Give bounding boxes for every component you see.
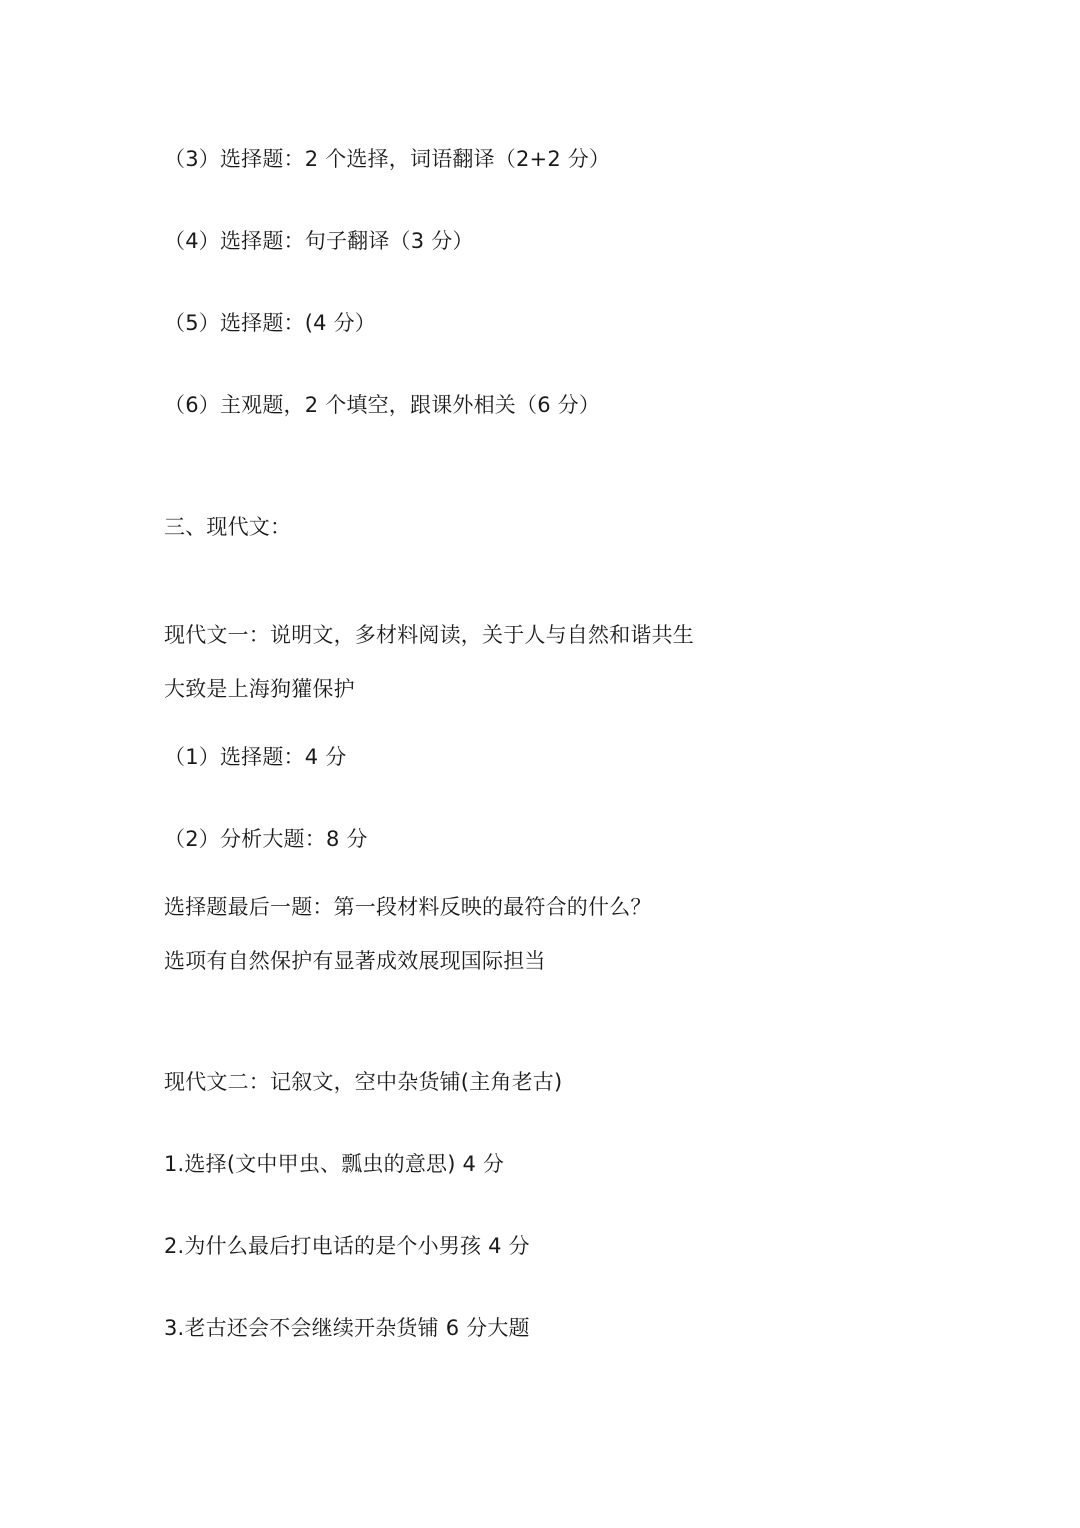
modern-text-two-question-3: 3.老古还会不会继续开杂货铺 6 分大题 (164, 1316, 530, 1340)
modern-text-one-question-1: （1）选择题：4 分 (164, 745, 347, 769)
modern-text-one-question-2: （2）分析大题：8 分 (164, 827, 368, 851)
question-4-line: （4）选择题：句子翻译（3 分） (164, 229, 474, 253)
modern-text-two-question-1: 1.选择(文中甲虫、瓢虫的意思) 4 分 (164, 1152, 505, 1176)
last-choice-question-note: 选择题最后一题：第一段材料反映的最符合的什么？ (164, 895, 652, 919)
modern-text-one-topic: 大致是上海狗獾保护 (164, 677, 355, 701)
section-heading-modern-text: 三、现代文： (164, 515, 292, 539)
modern-text-one-description: 现代文一：说明文，多材料阅读，关于人与自然和谐共生 (164, 623, 694, 647)
question-3-line: （3）选择题：2 个选择，词语翻译（2+2 分） (164, 147, 611, 171)
modern-text-two-description: 现代文二：记叙文，空中杂货铺(主角老古) (164, 1070, 563, 1094)
question-5-line: （5）选择题：(4 分） (164, 311, 376, 335)
modern-text-two-question-2: 2.为什么最后打电话的是个小男孩 4 分 (164, 1234, 530, 1258)
choice-options-note: 选项有自然保护有显著成效展现国际担当 (164, 949, 546, 973)
question-6-line: （6）主观题，2 个填空，跟课外相关（6 分） (164, 393, 601, 417)
